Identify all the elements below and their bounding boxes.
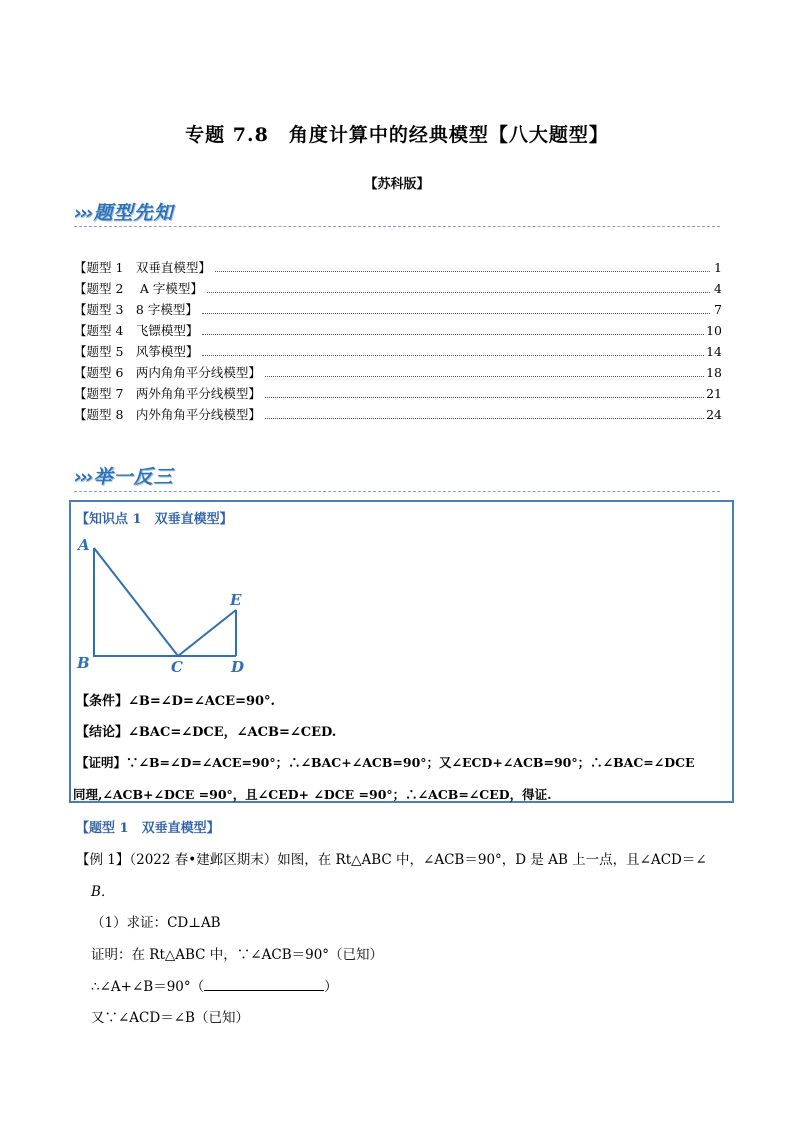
type-heading: 【题型 1 双垂直模型】 (76, 821, 220, 836)
point-label: B (77, 654, 90, 672)
conclusion-text: 【结论】∠BAC=∠DCE，∠ACB=∠CED. (76, 725, 337, 740)
condition-text: 【条件】∠B=∠D=∠ACE=90°. (76, 694, 276, 709)
proof-text: 【证明】∵∠B=∠D=∠ACE=90°；∴∠BAC+∠ACB=90°；又∠ECD+∠ACB=90°；∴∠BAC=∠DCE (76, 755, 695, 770)
proof-line: 证明：在 Rt△ABC 中，∵∠ACB＝90°（已知） (91, 947, 384, 963)
toc-entry[interactable]: 【题型 1 双垂直模型】 1 (74, 260, 722, 275)
proof-line: 又∵∠ACD＝∠B（已知） (91, 1010, 249, 1026)
toc-entry[interactable]: 【题型 2 A 字模型】 4 (74, 281, 722, 296)
banner-preview (74, 198, 174, 226)
toc-entry[interactable]: 【题型 5 风筝模型】 14 (74, 344, 722, 359)
page-title: 专题 7.8 角度计算中的经典模型【八大题型】 (185, 124, 609, 146)
proof-line: ∴∠A+∠B＝90°（ ） (91, 975, 338, 995)
banner-arrows: ››› (74, 466, 92, 488)
toc-entry[interactable]: 【题型 4 飞镖模型】 10 (74, 323, 722, 338)
toc-entry[interactable]: 【题型 3 8 字模型】 7 (74, 302, 722, 317)
toc-entry[interactable]: 【题型 8 内外角角平分线模型】 24 (74, 407, 722, 422)
proof-text: 同理,∠ACB+∠DCE =90°，且∠CED+ ∠DCE =90°；∴∠ACB=∠CED，得证. (73, 787, 552, 802)
point-label: A (78, 536, 90, 554)
divider (74, 491, 720, 492)
banner-practice (74, 462, 174, 490)
answer-blank[interactable] (204, 976, 324, 991)
example-text: B． (91, 884, 115, 900)
question-text: （1）求证：CD⊥AB (91, 915, 221, 931)
figure-line (94, 548, 178, 656)
banner-text: 举一反三 (93, 466, 174, 488)
point-label: C (171, 658, 183, 676)
toc-entry[interactable]: 【题型 7 两外角角平分线模型】 21 (74, 386, 722, 401)
double-perpendicular-figure (70, 530, 260, 680)
point-label: D (231, 658, 245, 676)
divider (74, 226, 720, 227)
toc-entry[interactable]: 【题型 6 两内角角平分线模型】 18 (74, 365, 722, 380)
edition-label: 【苏科版】 (364, 177, 430, 192)
banner-arrows: ››› (74, 202, 92, 224)
figure-line (178, 610, 236, 656)
banner-text: 题型先知 (93, 202, 174, 224)
table-of-contents (74, 258, 722, 426)
point-label: E (230, 591, 242, 609)
knowledge-heading: 【知识点 1 双垂直模型】 (76, 512, 233, 527)
example-text: 【例 1】（2022 春•建邺区期末）如图，在 Rt△ABC 中，∠ACB＝90°，D 是 AB 上一点，且∠ACD＝∠ (76, 852, 707, 868)
